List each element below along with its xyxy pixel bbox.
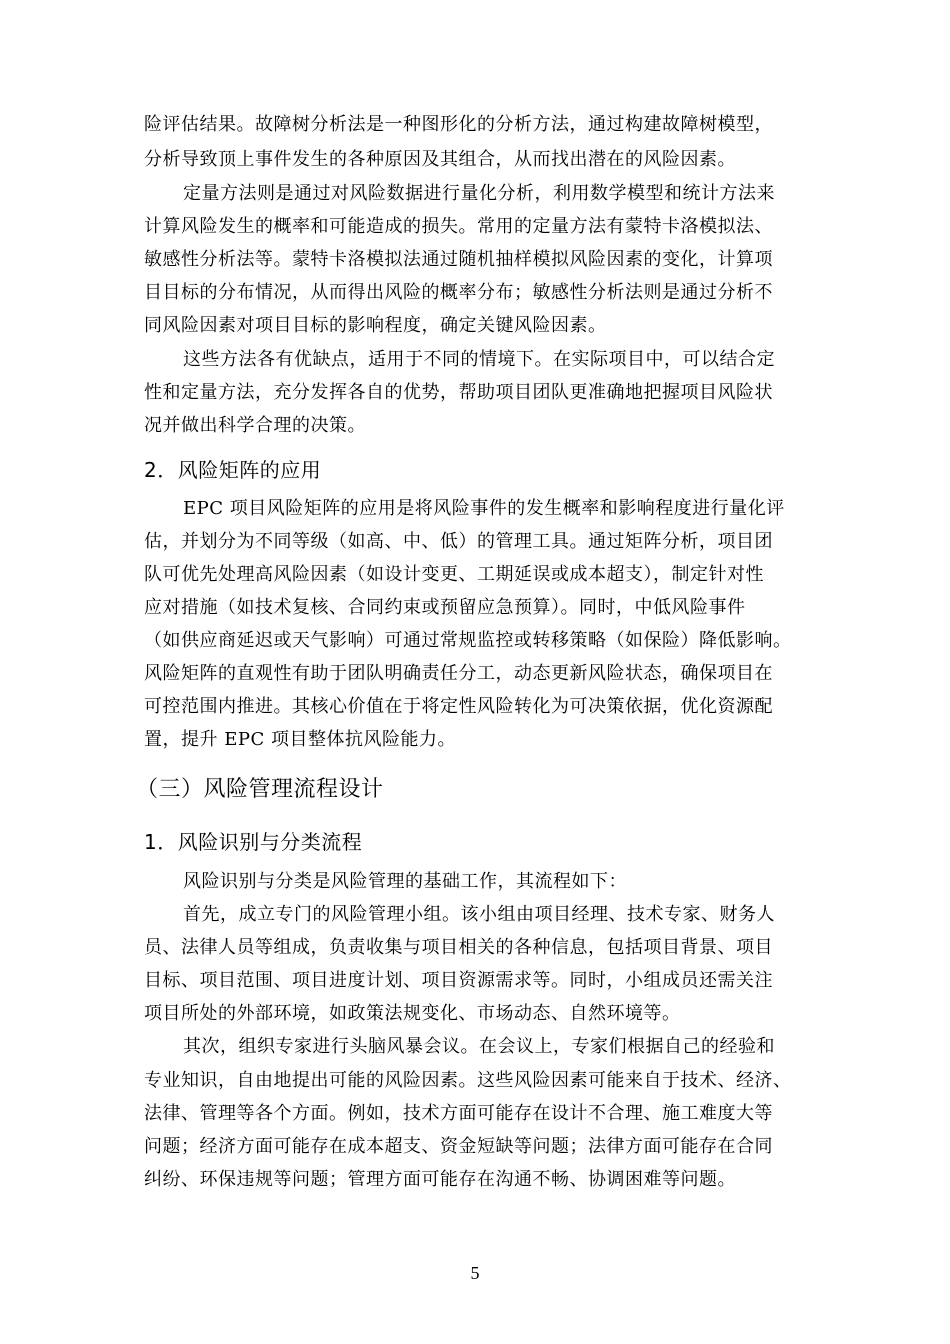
- paragraph-line: 风险识别与分类是风险管理的基础工作，其流程如下：: [183, 871, 627, 892]
- paragraph-line: 其次，组织专家进行头脑风暴会议。在会议上，专家们根据自己的经验和: [183, 1036, 775, 1057]
- paragraph-line: 纠纷、环保违规等问题；管理方面可能存在沟通不畅、协调困难等问题。: [144, 1169, 736, 1190]
- paragraph-line: 员、法律人员等组成，负责收集与项目相关的各种信息，包括项目背景、项目: [144, 937, 773, 958]
- paragraph-line: （如供应商延迟或天气影响）可通过常规监控或转移策略（如保险）降低影响。: [144, 630, 792, 651]
- paragraph-line: 计算风险发生的概率和可能造成的损失。常用的定量方法有蒙特卡洛模拟法、: [144, 216, 773, 237]
- paragraph-line: 问题；经济方面可能存在成本超支、资金短缺等问题；法律方面可能存在合同: [144, 1136, 773, 1157]
- paragraph-line: 专业知识，自由地提出可能的风险因素。这些风险因素可能来自于技术、经济、: [144, 1070, 792, 1091]
- paragraph-line: 险评估结果。故障树分析法是一种图形化的分析方法，通过构建故障树模型，: [144, 114, 773, 135]
- paragraph-line: 分析导致顶上事件发生的各种原因及其组合，从而找出潜在的风险因素。: [144, 149, 736, 170]
- paragraph-line: 首先，成立专门的风险管理小组。该小组由项目经理、技术专家、财务人: [183, 904, 775, 925]
- section-heading: 2．风险矩阵的应用: [144, 458, 322, 482]
- paragraph-line: 况并做出科学合理的决策。: [144, 415, 366, 436]
- paragraph-line: 敏感性分析法等。蒙特卡洛模拟法通过随机抽样模拟风险因素的变化，计算项: [144, 249, 773, 270]
- paragraph-line: 置，提升 EPC 项目整体抗风险能力。: [144, 729, 456, 750]
- section-heading: 1．风险识别与分类流程: [144, 830, 363, 854]
- chapter-heading: （三）风险管理流程设计: [136, 777, 384, 802]
- paragraph-line: 法律、管理等各个方面。例如，技术方面可能存在设计不合理、施工难度大等: [144, 1103, 773, 1124]
- paragraph-line: 风险矩阵的直观性有助于团队明确责任分工，动态更新风险状态，确保项目在: [144, 663, 773, 684]
- paragraph-line: 性和定量方法，充分发挥各自的优势，帮助项目团队更准确地把握项目风险状: [144, 382, 773, 403]
- paragraph-line: 目目标的分布情况，从而得出风险的概率分布；敏感性分析法则是通过分析不: [144, 282, 773, 303]
- paragraph-line: 目标、项目范围、项目进度计划、项目资源需求等。同时，小组成员还需关注: [144, 970, 773, 991]
- paragraph-line: 可控范围内推进。其核心价值在于将定性风险转化为可决策依据，优化资源配: [144, 696, 773, 717]
- paragraph-line: 项目所处的外部环境，如政策法规变化、市场动态、自然环境等。: [144, 1003, 681, 1024]
- page-number: 5: [470, 1263, 480, 1283]
- paragraph-line: EPC 项目风险矩阵的应用是将风险事件的发生概率和影响程度进行量化评: [183, 498, 785, 519]
- paragraph-line: 估，并划分为不同等级（如高、中、低）的管理工具。通过矩阵分析，项目团: [144, 531, 773, 552]
- paragraph-line: 队可优先处理高风险因素（如设计变更、工期延误或成本超支），制定针对性: [144, 564, 764, 585]
- paragraph-line: 这些方法各有优缺点，适用于不同的情境下。在实际项目中，可以结合定: [183, 349, 775, 370]
- paragraph-line: 应对措施（如技术复核、合同约束或预留应急预算）。同时，中低风险事件: [144, 597, 746, 618]
- paragraph-line: 同风险因素对项目目标的影响程度，确定关键风险因素。: [144, 315, 607, 336]
- paragraph-line: 定量方法则是通过对风险数据进行量化分析，利用数学模型和统计方法来: [183, 183, 775, 204]
